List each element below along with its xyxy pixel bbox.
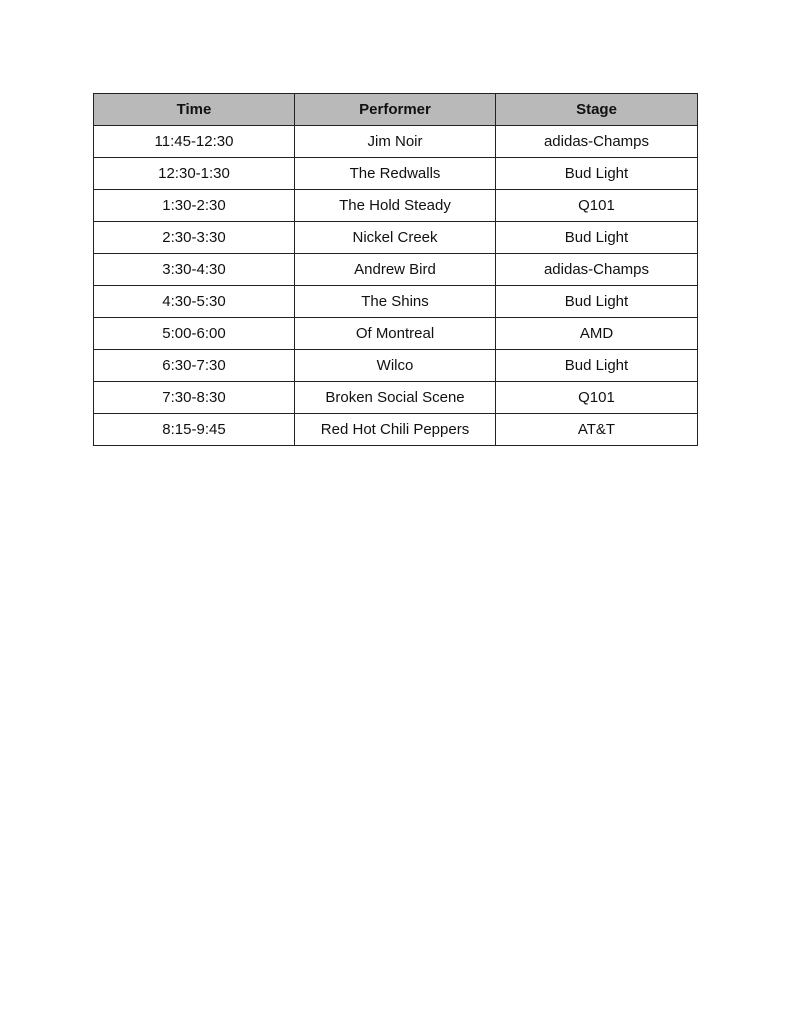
stage-cell: Q101 — [496, 190, 698, 222]
performer-cell: Wilco — [295, 350, 496, 382]
time-cell: 4:30-5:30 — [94, 286, 295, 318]
time-cell: 2:30-3:30 — [94, 222, 295, 254]
stage-cell: AMD — [496, 318, 698, 350]
time-cell: 7:30-8:30 — [94, 382, 295, 414]
time-cell: 5:00-6:00 — [94, 318, 295, 350]
table-header — [94, 94, 698, 126]
table-row — [94, 350, 698, 382]
table-row — [94, 158, 698, 190]
table-row — [94, 254, 698, 286]
performer-cell: Of Montreal — [295, 318, 496, 350]
stage-cell: Bud Light — [496, 222, 698, 254]
stage-cell: Bud Light — [496, 286, 698, 318]
performer-cell: Jim Noir — [295, 126, 496, 158]
table-row — [94, 318, 698, 350]
stage-cell: adidas-Champs — [496, 126, 698, 158]
performer-cell: Red Hot Chili Peppers — [295, 414, 496, 446]
header-time: Time — [94, 94, 295, 126]
performer-cell: Broken Social Scene — [295, 382, 496, 414]
performer-cell: The Hold Steady — [295, 190, 496, 222]
time-cell: 12:30-1:30 — [94, 158, 295, 190]
time-cell: 1:30-2:30 — [94, 190, 295, 222]
table-row — [94, 126, 698, 158]
header-performer: Performer — [295, 94, 496, 126]
time-cell: 8:15-9:45 — [94, 414, 295, 446]
performer-cell: The Redwalls — [295, 158, 496, 190]
schedule-table — [93, 93, 698, 446]
header-row — [94, 94, 698, 126]
table-row — [94, 382, 698, 414]
table-row — [94, 414, 698, 446]
header-stage: Stage — [496, 94, 698, 126]
table-body — [94, 126, 698, 446]
time-cell: 6:30-7:30 — [94, 350, 295, 382]
stage-cell: AT&T — [496, 414, 698, 446]
stage-cell: Q101 — [496, 382, 698, 414]
performer-cell: The Shins — [295, 286, 496, 318]
table-row — [94, 286, 698, 318]
stage-cell: Bud Light — [496, 158, 698, 190]
performer-cell: Andrew Bird — [295, 254, 496, 286]
table-row — [94, 222, 698, 254]
performer-cell: Nickel Creek — [295, 222, 496, 254]
table-row — [94, 190, 698, 222]
time-cell: 11:45-12:30 — [94, 126, 295, 158]
stage-cell: adidas-Champs — [496, 254, 698, 286]
time-cell: 3:30-4:30 — [94, 254, 295, 286]
stage-cell: Bud Light — [496, 350, 698, 382]
